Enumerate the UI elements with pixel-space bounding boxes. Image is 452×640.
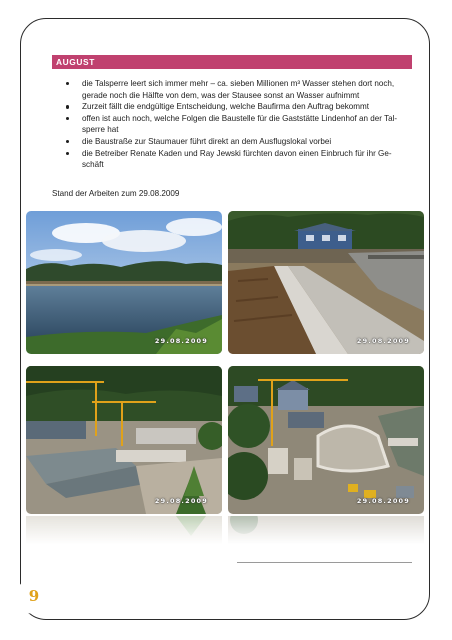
bullet-text: Zurzeit fällt die endgültige Entscheidung, welche Baufirma den Auftrag bekommt (82, 102, 370, 112)
list-item (56, 136, 408, 148)
photo-reservoir (26, 211, 222, 354)
list-item (56, 78, 408, 101)
bullet-icon (66, 117, 69, 120)
date-stamp: 29.08.2009 (154, 497, 208, 505)
page-number: 9 (28, 587, 40, 605)
date-stamp: 29.08.2009 (154, 337, 208, 345)
photo-dam-wall (228, 211, 424, 354)
bullet-text: offen ist auch noch, welche Folgen die Baustelle für die Gaststätte Lindenhof an der Tal-sperre hat (82, 113, 398, 135)
photo-aerial-site (228, 366, 424, 514)
list-item (56, 148, 408, 171)
bullet-list (56, 78, 408, 171)
bullet-icon (66, 140, 69, 143)
bullet-icon (66, 152, 69, 155)
bullet-text: die Baustraße zur Staumauer führt direkt an dem Ausflugslokal vorbei (82, 136, 332, 146)
bullet-text: die Betreiber Renate Kaden und Ray Jewski fürchten davon einen Einbruch für ihr Ge-schäft (82, 148, 392, 170)
photo-reflection (26, 516, 222, 544)
list-item (56, 113, 408, 136)
date-stamp: 29.08.2009 (356, 337, 410, 345)
list-item (56, 101, 408, 113)
date-stamp: 29.08.2009 (356, 497, 410, 505)
page-number-badge (18, 580, 50, 612)
footer-rule (237, 562, 412, 563)
photo-site-overview (26, 366, 222, 514)
photo-reflection (228, 516, 424, 544)
bullet-text: die Talsperre leert sich immer mehr – ca. sieben Millionen m³ Wasser stehen dort noch, gerade noch die Hälfte von dem, was der Stausee sonst an Wasser aufnimmt (82, 79, 395, 100)
bullet-icon (66, 105, 69, 108)
bullet-icon (66, 82, 69, 85)
status-caption: Stand der Arbeiten zum 29.08.2009 (52, 189, 180, 198)
month-heading: AUGUST (52, 55, 412, 69)
